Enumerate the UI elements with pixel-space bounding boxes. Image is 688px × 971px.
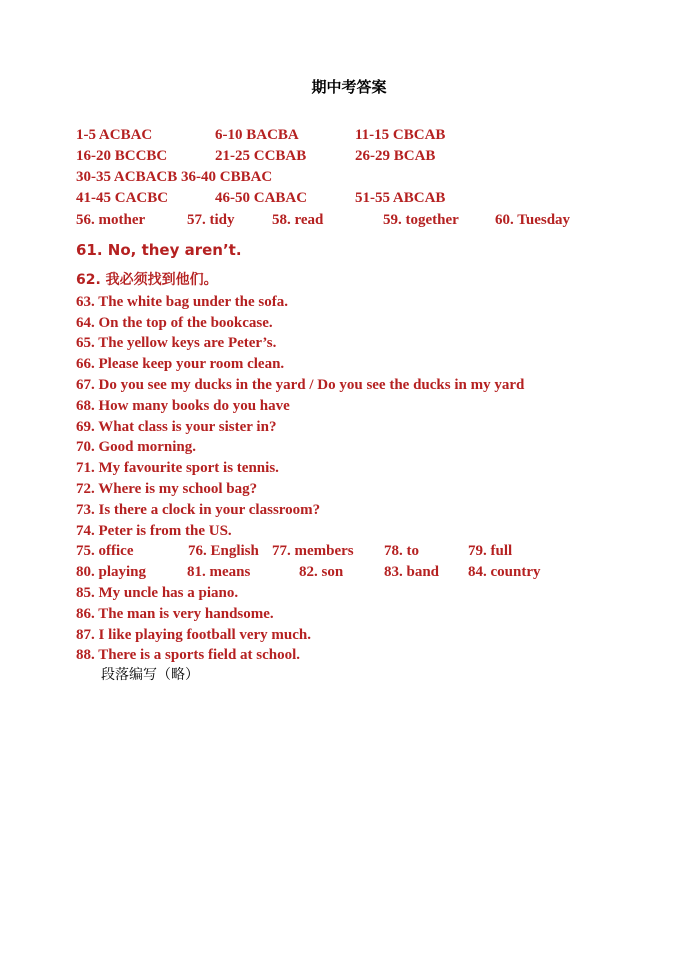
answer-line: 87. I like playing football very much. xyxy=(76,627,312,643)
fill-answer: 78. to xyxy=(384,543,419,559)
choice-group: 11-15 CBCAB xyxy=(355,127,446,143)
answer-line: 65. The yellow keys are Peter’s. xyxy=(76,335,277,351)
answer-line: 63. The white bag under the sofa. xyxy=(76,294,288,310)
choice-group: 16-20 BCCBC xyxy=(76,148,168,164)
answer-line: 64. On the top of the bookcase. xyxy=(76,315,273,331)
fill-answer: 57. tidy xyxy=(187,212,235,228)
page-title: 期中考答案 xyxy=(311,78,387,96)
fill-answer: 79. full xyxy=(468,543,513,559)
answer-line: 67. Do you see my ducks in the yard / Do you see the ducks in my yard xyxy=(76,377,525,393)
paragraph-note: 段落编写（略） xyxy=(101,667,199,683)
answer-line: 70. Good morning. xyxy=(76,439,197,455)
choice-group: 46-50 CABAC xyxy=(215,190,308,206)
fill-answer: 60. Tuesday xyxy=(495,212,571,228)
fill-answer: 82. son xyxy=(299,564,344,580)
fill-answer: 84. country xyxy=(468,564,541,580)
fill-answer: 58. read xyxy=(272,212,324,228)
choice-group: 41-45 CACBC xyxy=(76,190,169,206)
answer-line: 68. How many books do you have xyxy=(76,398,290,414)
fill-answer: 75. office xyxy=(76,543,134,559)
choice-group: 51-55 ABCAB xyxy=(355,190,446,206)
answer-line: 86. The man is very handsome. xyxy=(76,606,274,622)
answer-line: 72. Where is my school bag? xyxy=(76,481,258,497)
fill-answer: 59. together xyxy=(383,212,459,228)
answer-line: 69. What class is your sister in? xyxy=(76,419,277,435)
choice-group: 21-25 CCBAB xyxy=(215,148,307,164)
choice-group: 1-5 ACBAC xyxy=(76,127,153,143)
fill-answer: 76. English xyxy=(188,543,259,559)
fill-answer: 77. members xyxy=(272,543,354,559)
answer-line: 74. Peter is from the US. xyxy=(76,523,232,539)
choice-group: 26-29 BCAB xyxy=(355,148,436,164)
fill-answer: 81. means xyxy=(187,564,251,580)
fill-answer: 80. playing xyxy=(76,564,147,580)
choice-group: 30-35 ACBACB 36-40 CBBAC xyxy=(76,169,273,185)
fill-answer: 83. band xyxy=(384,564,440,580)
choice-group: 6-10 BACBA xyxy=(215,127,299,143)
answer-line: 73. Is there a clock in your classroom? xyxy=(76,502,321,518)
answer-line: 71. My favourite sport is tennis. xyxy=(76,460,279,476)
answer-line: 66. Please keep your room clean. xyxy=(76,356,285,372)
fill-answer: 56. mother xyxy=(76,212,146,228)
answer-61: 61. No, they aren’t. xyxy=(76,241,242,259)
answer-line: 88. There is a sports field at school. xyxy=(76,647,301,663)
answer-62: 62. 我必须找到他们。 xyxy=(76,272,218,288)
answer-line: 85. My uncle has a piano. xyxy=(76,585,239,601)
